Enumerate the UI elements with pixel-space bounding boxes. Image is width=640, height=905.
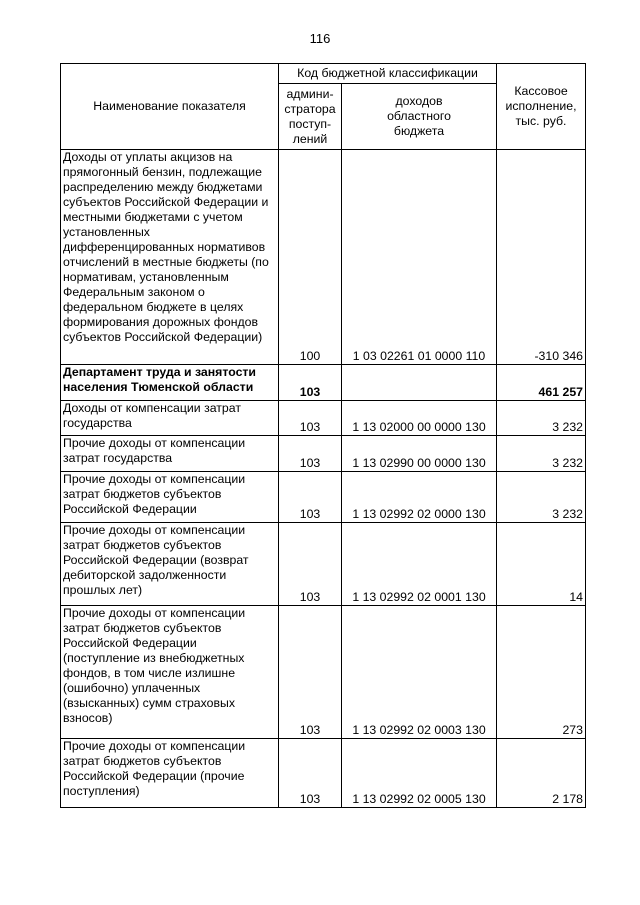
row-amount: 3 232 <box>497 472 586 523</box>
row-name: Прочие доходы от компенсации затрат бюджетов субъектов Российской Федерации (поступление из внебюджетных фондов, в том числе излишне (ошибочно) уплаченных (взысканных) сумм страховых взносов) <box>61 606 279 739</box>
table-row <box>61 436 586 472</box>
row-admin: 103 <box>279 365 342 401</box>
row-amount: 3 232 <box>497 436 586 472</box>
header-name: Наименование показателя <box>61 64 279 150</box>
row-name: Прочие доходы от компенсации затрат бюджетов субъектов Российской Федерации (возврат дебиторской задолженности прошлых лет) <box>61 523 279 606</box>
row-amount: 2 178 <box>497 739 586 808</box>
header-amount: Кассовое исполнение, тыс. руб. <box>497 64 586 150</box>
header-income: доходов областного бюджета <box>342 84 497 150</box>
row-admin: 103 <box>279 523 342 606</box>
row-code: 1 13 02992 02 0000 130 <box>342 472 497 523</box>
row-code: 1 03 02261 01 0000 110 <box>342 150 497 365</box>
row-name: Доходы от компенсации затрат государства <box>61 401 279 436</box>
row-admin: 103 <box>279 436 342 472</box>
row-name: Прочие доходы от компенсации затрат государства <box>61 436 279 472</box>
table-row <box>61 365 586 401</box>
row-code: 1 13 02992 02 0003 130 <box>342 606 497 739</box>
row-amount: 14 <box>497 523 586 606</box>
row-amount: 273 <box>497 606 586 739</box>
row-code: 1 13 02000 00 0000 130 <box>342 401 497 436</box>
table-row <box>61 606 586 739</box>
table-row <box>61 150 586 365</box>
row-name: Доходы от уплаты акцизов на прямогонный бензин, подлежащие распределению между бюджетами субъектов Российской Федерации и местными бюджетами с учетом установленных дифференцированных нормативов отчислений в местные бюджеты (по нормативам, установленным Федеральным законом о федеральном бюджете в целях формирования дорожных фондов субъектов Российской Федерации) <box>61 150 279 365</box>
row-amount: 3 232 <box>497 401 586 436</box>
row-admin: 100 <box>279 150 342 365</box>
row-name: Прочие доходы от компенсации затрат бюджетов субъектов Российской Федерации (прочие поступления) <box>61 739 279 808</box>
row-code: 1 13 02990 00 0000 130 <box>342 436 497 472</box>
row-admin: 103 <box>279 472 342 523</box>
row-name: Прочие доходы от компенсации затрат бюджетов субъектов Российской Федерации <box>61 472 279 523</box>
page-number: 116 <box>309 31 331 46</box>
header-admin: админи- стратора поступ- лений <box>279 84 342 150</box>
row-amount: -310 346 <box>497 150 586 365</box>
row-admin: 103 <box>279 739 342 808</box>
row-amount: 461 257 <box>497 365 586 401</box>
row-code: 1 13 02992 02 0001 130 <box>342 523 497 606</box>
table-row <box>61 472 586 523</box>
row-code <box>342 365 497 401</box>
table-row <box>61 739 586 808</box>
row-code: 1 13 02992 02 0005 130 <box>342 739 497 808</box>
header-budget-code: Код бюджетной классификации <box>279 64 497 84</box>
table-row <box>61 401 586 436</box>
row-admin: 103 <box>279 401 342 436</box>
budget-table <box>60 63 586 808</box>
row-admin: 103 <box>279 606 342 739</box>
table-row <box>61 523 586 606</box>
row-name: Департамент труда и занятости населения Тюменской области <box>61 365 279 401</box>
